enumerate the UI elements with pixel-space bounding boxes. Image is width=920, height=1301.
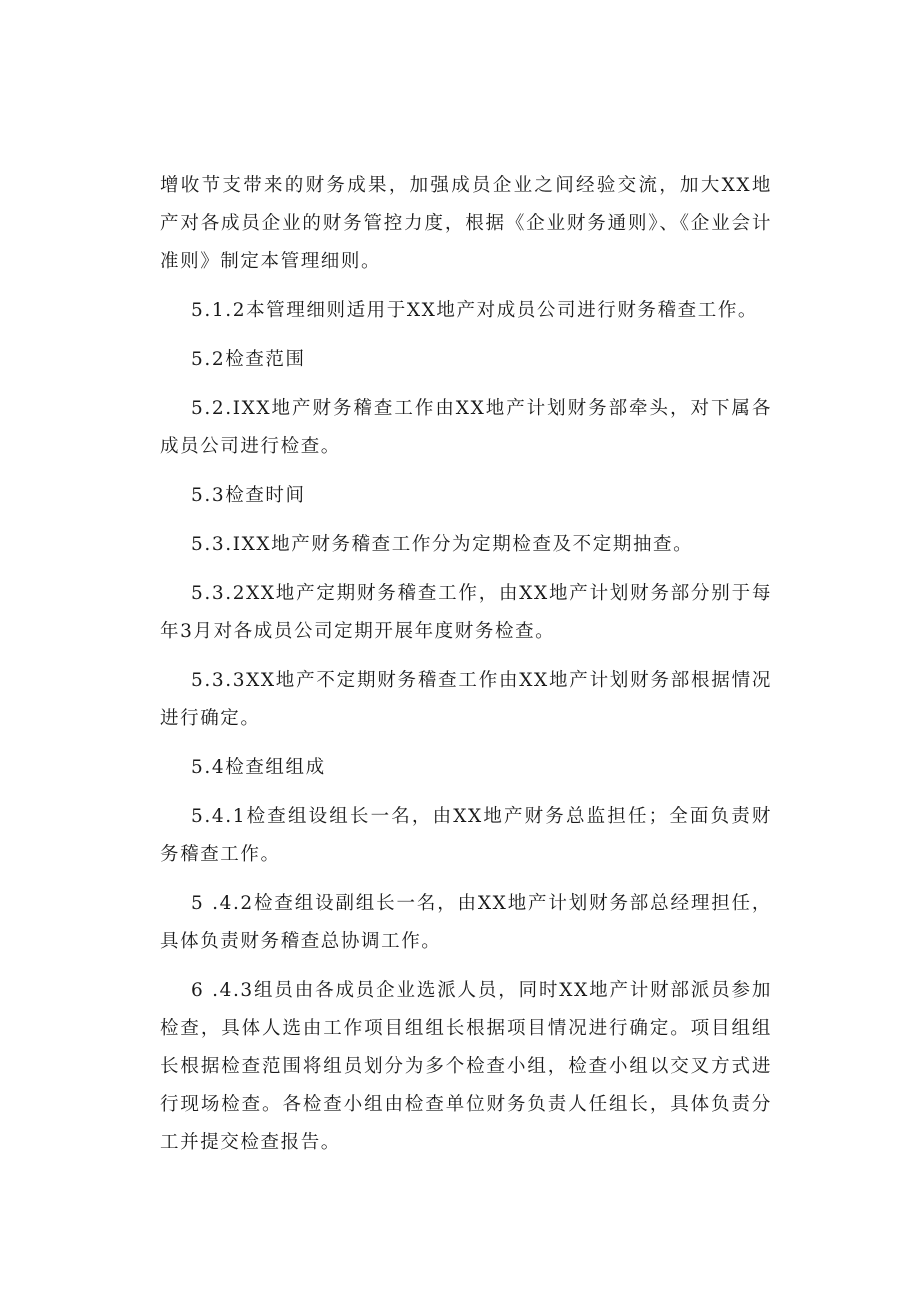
paragraph-5-3-1: 5.3.IXX地产财务稽查工作分为定期检查及不定期抽查。 <box>191 534 694 555</box>
paragraph-5-4-1: 5.4.1检查组设组长一名，由XX地产财务总监担任；全面负责财务稽查工作。 <box>160 806 772 865</box>
heading-5-3-time: 5.3检查时间 <box>191 485 306 506</box>
document-body <box>160 167 772 1173</box>
paragraph-intro-continuation: 增收节支带来的财务成果，加强成员企业之间经验交流，加大XX地产对各成员企业的财务管控力度，根据《企业财务通则》、《企业会计准则》制定本管理细则。 <box>160 175 772 272</box>
heading-5-4-team: 5.4检查组组成 <box>191 757 326 778</box>
paragraph-5-3-2: 5.3.2XX地产定期财务稽查工作，由XX地产计划财务部分别于每年3月对各成员公司定期开展年度财务检查。 <box>160 583 772 642</box>
paragraph-5-4-2: 5 .4.2检查组设副组长一名，由XX地产计划财务部总经理担任，具体负责财务稽查总协调工作。 <box>160 893 772 952</box>
paragraph-5-3-3: 5.3.3XX地产不定期财务稽查工作由XX地产计划财务部根据情况进行确定。 <box>160 670 772 729</box>
heading-5-2-scope: 5.2检查范围 <box>191 349 306 370</box>
paragraph-5-2-1: 5.2.IXX地产财务稽查工作由XX地产计划财务部牵头，对下属各成员公司进行检查。 <box>160 398 772 457</box>
paragraph-5-4-3: 6 .4.3组员由各成员企业选派人员，同时XX地产计财部派员参加检查，具体人选由工作项目组组长根据项目情况进行确定。项目组组长根据检查范围将组员划分为多个检查小组，检查小组以交叉方式进行现场检查。各检查小组由检查单位财务负责人任组长，具体负责分工并提交检查报告。 <box>160 980 772 1153</box>
paragraph-5-1-2: 5.1.2本管理细则适用于XX地产对成员公司进行财务稽查工作。 <box>191 300 759 321</box>
